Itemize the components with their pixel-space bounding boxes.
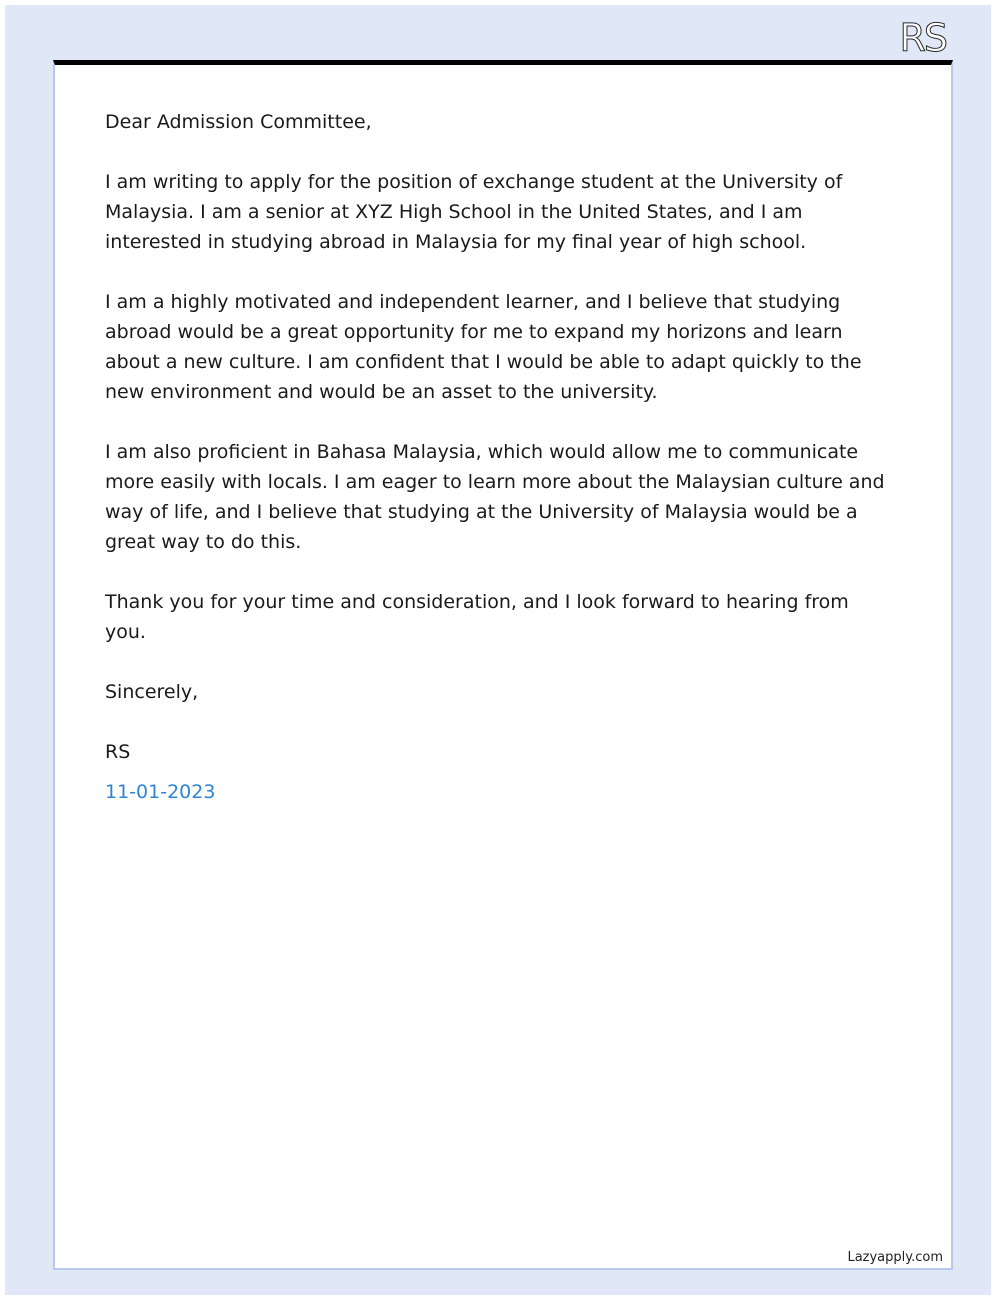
monogram-logo: RS bbox=[899, 16, 946, 60]
closing: Sincerely, bbox=[105, 681, 199, 703]
signature: RS bbox=[105, 741, 131, 763]
letter-body bbox=[105, 107, 895, 807]
footer-watermark: Lazyapply.com bbox=[847, 1250, 943, 1265]
page-background bbox=[5, 5, 991, 1295]
salutation: Dear Admission Committee, bbox=[105, 111, 372, 133]
paragraph-4: Thank you for your time and consideration, and I look forward to hearing from you. bbox=[105, 591, 849, 643]
letter-paper bbox=[53, 60, 953, 1270]
paragraph-1: I am writing to apply for the position of exchange student at the University of Malaysia. I am a senior at XYZ High School in the United States, and I am interested in studying abroad in Malaysia for my final year of high school. bbox=[105, 171, 843, 253]
paragraph-3: I am also proficient in Bahasa Malaysia, which would allow me to communicate more easily with locals. I am eager to learn more about the Malaysian culture and way of life, and I believe that studying at the University of Malaysia would be a great way to do this. bbox=[105, 441, 885, 553]
letter-date: 11-01-2023 bbox=[105, 781, 216, 803]
paragraph-2: I am a highly motivated and independent learner, and I believe that studying abroad would be a great opportunity for me to expand my horizons and learn about a new culture. I am confident that I would be able to adapt quickly to the new environment and would be an asset to the university. bbox=[105, 291, 862, 403]
